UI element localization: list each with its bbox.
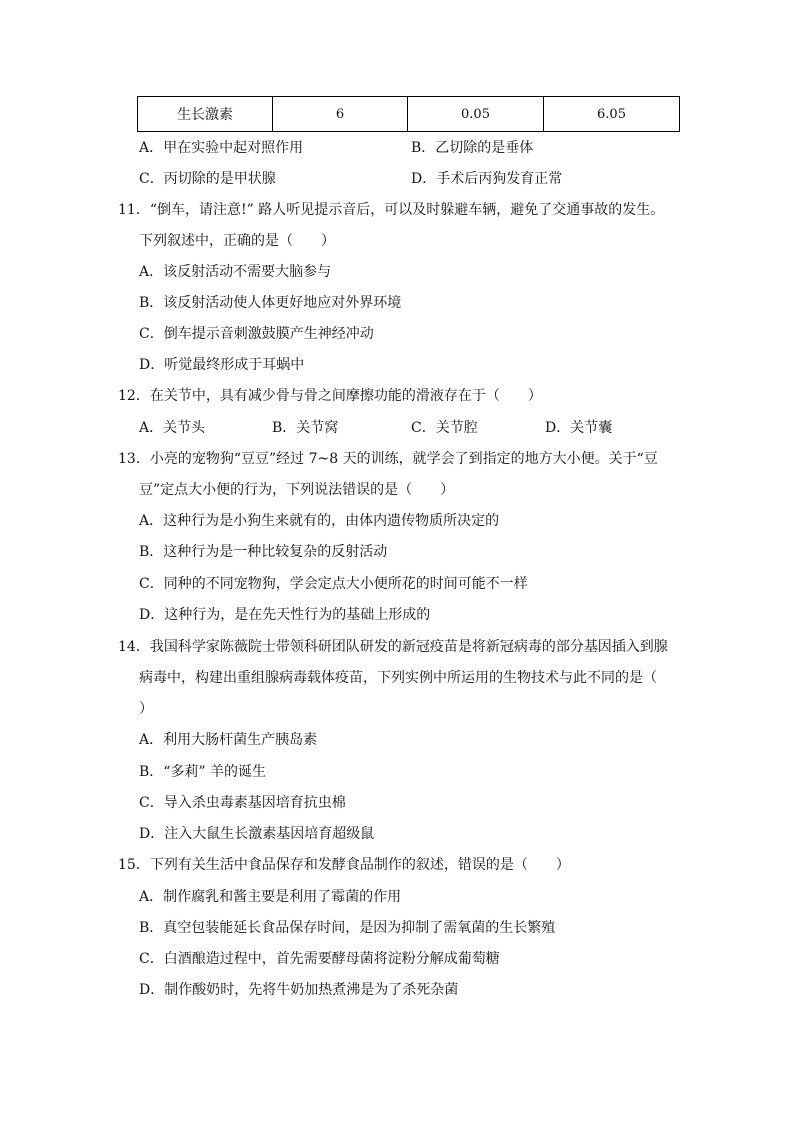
q12-stem: 12．在关节中，具有减少骨与骨之间摩擦功能的滑液存在于（ ） (118, 388, 542, 404)
q13-option-c: C．同种的不同宠物狗，学会定点大小便所花的时间可能不一样 (139, 576, 528, 592)
q10-option-b: B．乙切除的是垂体 (411, 140, 534, 156)
hormone-table (137, 96, 680, 132)
q11-option-c: C．倒车提示音刺激鼓膜产生神经冲动 (139, 326, 374, 342)
q11-stem-line1: 11．“倒车，请注意!” 路人听见提示音后，可以及时躲避车辆，避免了交通事故的发生。 (118, 202, 665, 218)
q11-stem-line2: 下列叙述中，正确的是（ ） (139, 233, 335, 249)
q12-option-b: B．关节窝 (272, 420, 339, 436)
q11-option-d: D．听觉最终形成于耳蜗中 (139, 357, 305, 373)
table-cell-value: 0.05 (408, 97, 544, 132)
q11-option-a: A．该反射活动不需要大脑参与 (139, 264, 332, 280)
q14-stem-line3: ） (139, 701, 153, 717)
q13-stem-line2: 豆”定点大小便的行为，下列说法错误的是（ ） (139, 482, 455, 498)
q15-stem: 15．下列有关生活中食品保存和发酵食品制作的叙述，错误的是（ ） (118, 857, 570, 873)
q12-option-d: D．关节囊 (545, 420, 613, 436)
q15-option-c: C．白酒酿造过程中，首先需要酵母菌将淀粉分解成葡萄糖 (139, 951, 500, 967)
q14-option-a: A．利用大肠杆菌生产胰岛素 (139, 732, 318, 748)
q15-option-d: D．制作酸奶时，先将牛奶加热煮沸是为了杀死杂菌 (139, 982, 459, 998)
q14-stem-line2: 病毒中，构建出重组腺病毒载体疫苗，下列实例中所运用的生物技术与此不同的是（ (139, 670, 657, 686)
q14-option-c: C．导入杀虫毒素基因培育抗虫棉 (139, 795, 346, 811)
q11-option-b: B．该反射活动使人体更好地应对外界环境 (139, 295, 402, 311)
q15-option-a: A．制作腐乳和酱主要是利用了霉菌的作用 (139, 889, 402, 905)
q10-option-d: D．手术后丙狗发育正常 (411, 171, 563, 187)
q13-stem-line1: 13．小亮的宠物狗“豆豆”经过 7~8 天的训练，就学会了到指定的地方大小便。关于“豆 (118, 451, 658, 467)
q14-stem-line1: 14．我国科学家陈薇院士带领科研团队研发的新冠疫苗是将新冠病毒的部分基因插入到腺 (118, 639, 668, 655)
q12-option-c: C．关节腔 (411, 420, 478, 436)
q14-option-b: B．“多莉” 羊的诞生 (139, 764, 267, 780)
q14-option-d: D．注入大鼠生长激素基因培育超级鼠 (139, 826, 375, 842)
table-cell-value: 6.05 (544, 97, 680, 132)
q13-option-b: B．这种行为是一种比较复杂的反射活动 (139, 544, 388, 560)
table-row (138, 97, 680, 132)
q12-option-a: A．关节头 (139, 420, 206, 436)
q10-option-a: A．甲在实验中起对照作用 (139, 140, 304, 156)
q10-option-c: C．丙切除的是甲状腺 (139, 171, 276, 187)
q15-option-b: B．真空包装能延长食品保存时间，是因为抑制了需氧菌的生长繁殖 (139, 920, 556, 936)
table-cell-value: 6 (273, 97, 408, 132)
q13-option-d: D．这种行为，是在先天性行为的基础上形成的 (139, 607, 431, 623)
q13-option-a: A．这种行为是小狗生来就有的，由体内遗传物质所决定的 (139, 513, 500, 529)
table-cell-hormone: 生长激素 (138, 97, 273, 132)
